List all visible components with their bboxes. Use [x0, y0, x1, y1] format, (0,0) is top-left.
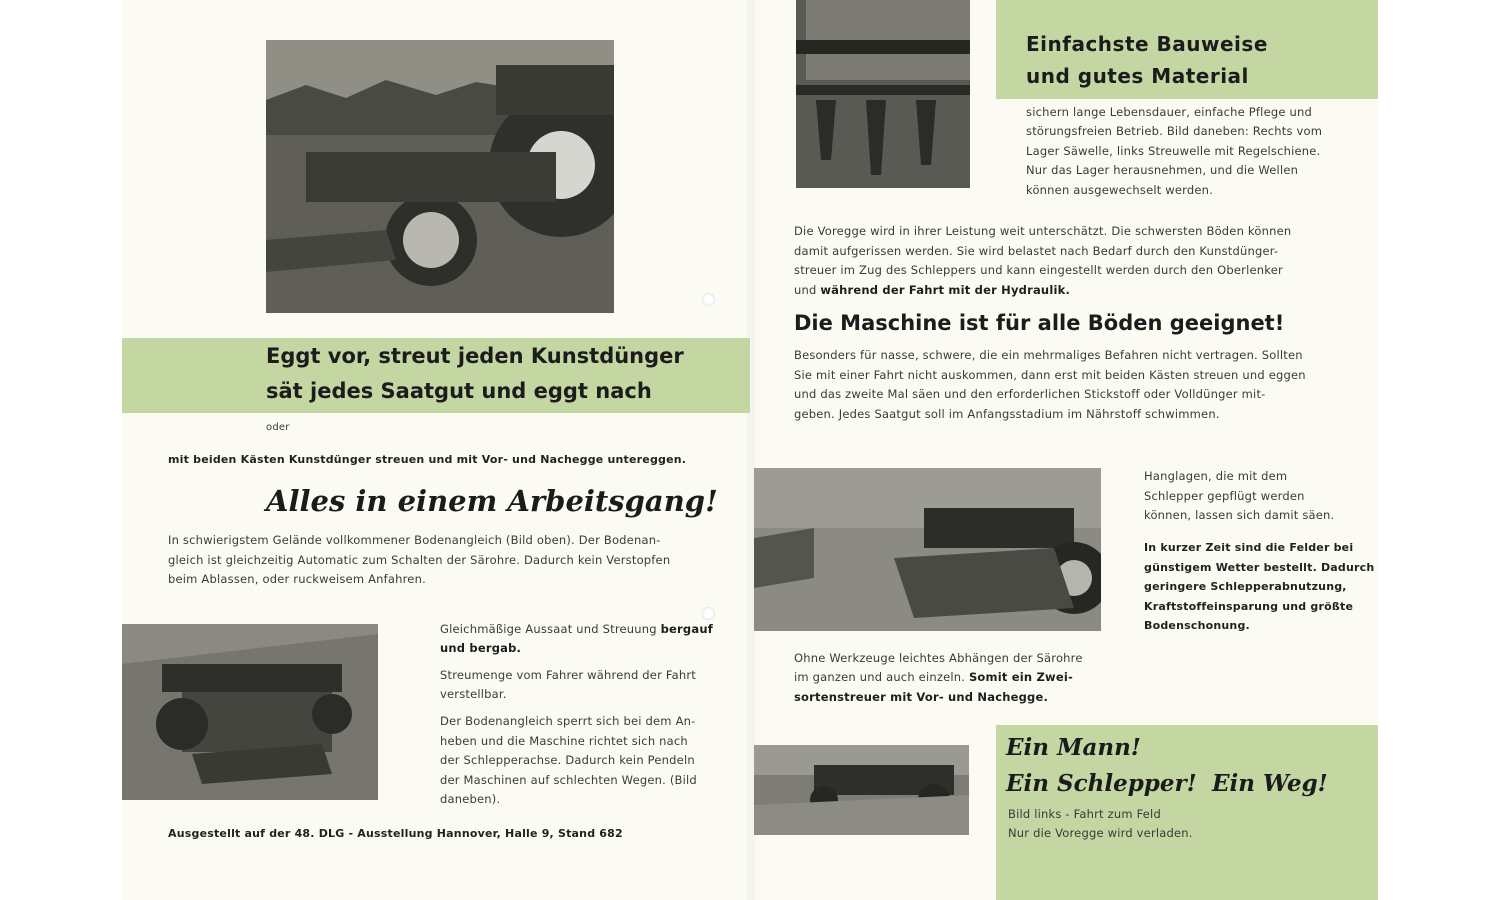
kurz-l4: Kraftstoffeinsparung und größte [1144, 600, 1354, 613]
photo-tractor-with-seeder [266, 40, 614, 313]
left-side-p3-l2: heben und die Maschine richtet sich nach [440, 734, 688, 748]
left-side-p1-l1 [440, 620, 713, 640]
right-banner-line2: und gutes Material [1026, 64, 1249, 88]
ohne-l1: Ohne Werkzeuge leichtes Abhängen der Särohre [794, 651, 1083, 665]
right-banner-line1: Einfachste Bauweise [1026, 32, 1268, 56]
photo-seeder-on-slope [122, 624, 378, 800]
photo-seeder-with-harrow [754, 468, 1101, 631]
photo-drive-to-field [754, 745, 969, 835]
ohne-l2 [794, 668, 1073, 688]
right-top-l1: sichern lange Lebensdauer, einfache Pflege und [1026, 105, 1312, 119]
kurz-l5: Bodenschonung. [1144, 619, 1250, 632]
left-side-p3-l3: der Schlepperachse. Dadurch kein Pendeln [440, 753, 695, 767]
left-side-p3-l4: der Maschinen auf schlechten Wegen. (Bild [440, 773, 697, 787]
left-side-p2-l1: Streumenge vom Fahrer während der Fahrt [440, 668, 696, 682]
kurz-l2: günstigem Wetter bestellt. Dadurch [1144, 561, 1375, 574]
egge-l4-normal: und [794, 283, 817, 297]
hang-l3: können, lassen sich damit säen. [1144, 508, 1335, 522]
exhibit-note: Ausgestellt auf der 48. DLG - Ausstellung Hannover, Halle 9, Stand 682 [168, 827, 623, 840]
left-banner-line2: sät jedes Saatgut und eggt nach [266, 379, 652, 403]
boeden-l3: und das zweite Mal säen und den erforderlichen Stickstoff oder Volldünger mit- [794, 387, 1266, 401]
left-side-p3-l5: daneben). [440, 792, 501, 806]
left-side-p1-l2 [440, 639, 521, 659]
left-subline: mit beiden Kästen Kunstdünger streuen und mit Vor- und Nachegge untereggen. [168, 453, 687, 466]
egge-l3: streuer im Zug des Schleppers und kann eingestellt werden durch den Oberlenker [794, 263, 1283, 277]
egge-l4 [794, 281, 1070, 301]
hang-l1: Hanglagen, die mit dem [1144, 469, 1288, 483]
ohne-l2-normal: im ganzen und auch einzeln. [794, 670, 966, 684]
slogan-alles-in-einem-arbeitsgang: Alles in einem Arbeitsgang! [266, 484, 718, 518]
left-side-p1-normal: Gleichmäßige Aussaat und Streuung [440, 622, 657, 636]
hang-l2: Schlepper gepflügt werden [1144, 489, 1305, 503]
motto-ein-schlepper: Ein Schlepper! [1006, 770, 1197, 797]
right-top-l3: Lager Säwelle, links Streuwelle mit Regelschiene. [1026, 144, 1321, 158]
kurz-l1: In kurzer Zeit sind die Felder bei [1144, 541, 1354, 554]
boeden-l4: geben. Jedes Saatgut soll im Anfangsstadium im Nährstoff schwimmen. [794, 407, 1220, 421]
left-para1-l1: In schwierigstem Gelände vollkommener Bodenangleich (Bild oben). Der Bodenan- [168, 533, 661, 547]
left-side-p1-bold1: bergauf [660, 622, 713, 636]
left-para1-l2: gleich ist gleichzeitig Automatic zum Schalten der Särohre. Dadurch kein Verstopfen [168, 553, 671, 567]
ohne-l2-bold: Somit ein Zwei- [968, 670, 1073, 684]
egge-l4-bold: während der Fahrt mit der Hydraulik. [820, 283, 1071, 297]
left-banner-line1: Eggt vor, streut jeden Kunstdünger [266, 344, 684, 368]
oder-text: oder [266, 422, 290, 433]
motto-ein-mann: Ein Mann! [1006, 734, 1141, 761]
left-side-p3-l1: Der Bodenangleich sperrt sich bei dem An- [440, 714, 696, 728]
caption-l1: Bild links - Fahrt zum Feld [1008, 807, 1161, 821]
right-top-l4: Nur das Lager herausnehmen, und die Wellen [1026, 163, 1299, 177]
right-top-l2: störungsfreien Betrieb. Bild daneben: Rechts vom [1026, 124, 1323, 138]
kurz-l3: geringere Schlepperabnutzung, [1144, 580, 1347, 593]
ohne-l3 [794, 688, 1048, 708]
boeden-l1: Besonders für nasse, schwere, die ein mehrmaliges Befahren nicht vertragen. Sollten [794, 348, 1303, 362]
punch-hole-top [702, 293, 715, 306]
left-side-p2-l2: verstellbar. [440, 687, 507, 701]
left-side-p1-bold2: und bergab. [440, 641, 522, 655]
heading-alle-boeden: Die Maschine ist für alle Böden geeignet! [794, 311, 1285, 335]
photo-shaft-detail [796, 0, 970, 188]
motto-ein-weg: Ein Weg! [1212, 770, 1328, 797]
egge-l1: Die Voregge wird in ihrer Leistung weit unterschätzt. Die schwersten Böden können [794, 224, 1292, 238]
boeden-l2: Sie mit einer Fahrt nicht auskommen, dann erst mit beiden Kästen streuen und eggen [794, 368, 1306, 382]
ohne-l3-bold: sortenstreuer mit Vor- und Nachegge. [794, 690, 1049, 704]
punch-hole-bottom [702, 607, 715, 620]
caption-l2: Nur die Voregge wird verladen. [1008, 826, 1193, 840]
left-para1-l3: beim Ablassen, oder ruckweisem Anfahren. [168, 572, 426, 586]
egge-l2: damit aufgerissen werden. Sie wird belastet nach Bedarf durch den Kunstdünger- [794, 244, 1279, 258]
right-top-l5: können ausgewechselt werden. [1026, 183, 1214, 197]
